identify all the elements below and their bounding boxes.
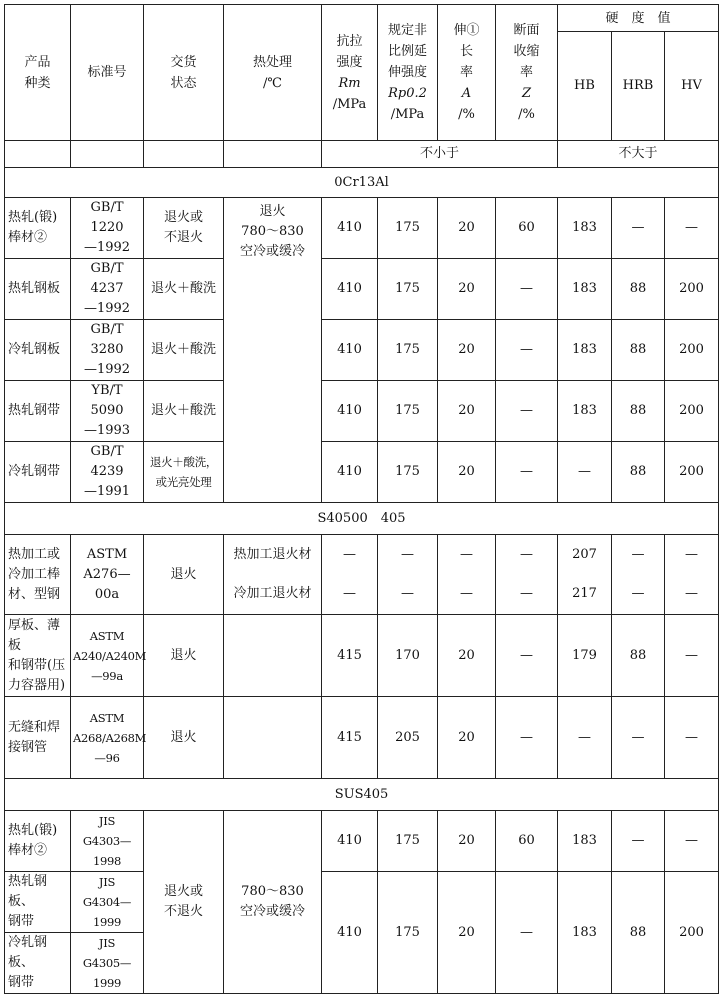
section-title: SUS405: [5, 779, 719, 811]
hv-cell: 200: [665, 872, 719, 994]
header-hardness: 硬 度 值: [558, 5, 719, 32]
table-row: [5, 259, 719, 320]
rm-cell: 410: [322, 872, 378, 994]
product-cell: 热轧钢板、 钢带: [5, 872, 71, 933]
rp-cell: 175: [378, 320, 438, 381]
hb-cell: 183: [558, 381, 612, 442]
table-row: [5, 872, 719, 933]
rm-cell: 410: [322, 381, 378, 442]
hv-cell: —: [665, 615, 719, 697]
hb-cell: —: [558, 697, 612, 779]
header-proof-strength: 规定非 比例延 伸强度 Rp0.2 /MPa: [378, 5, 438, 141]
header-elongation: 伸① 长 率 A /%: [438, 5, 496, 141]
delivery-cell: 退火＋酸洗， 或光亮处理: [144, 442, 224, 503]
hrb-cell: —: [612, 575, 665, 615]
rm-cell: —: [322, 575, 378, 615]
delivery-cell: 退火＋酸洗: [144, 381, 224, 442]
z-cell: —: [496, 320, 558, 381]
header-product: 产品 种类: [5, 5, 71, 141]
header-heat-treatment: 热处理 /℃: [224, 5, 322, 141]
table-row: [5, 615, 719, 697]
standard-cell: YB/T 5090 —1993: [71, 381, 144, 442]
rp-cell: 175: [378, 811, 438, 872]
hrb-cell: —: [612, 811, 665, 872]
z-cell: —: [496, 535, 558, 575]
z-cell: 60: [496, 811, 558, 872]
rm-cell: 410: [322, 259, 378, 320]
hrb-cell: —: [612, 198, 665, 259]
table-row: [5, 535, 719, 575]
hrb-cell: 88: [612, 259, 665, 320]
section-title: S40500 405: [5, 503, 719, 535]
hb-cell: 183: [558, 259, 612, 320]
a-cell: 20: [438, 259, 496, 320]
delivery-cell: 退火或 不退火: [144, 811, 224, 994]
standard-cell: GB/T 1220 —1992: [71, 198, 144, 259]
product-cell: 热轧(锻) 棒材②: [5, 811, 71, 872]
steel-properties-table: [4, 4, 719, 994]
rp-cell: 205: [378, 697, 438, 779]
rp-cell: 175: [378, 872, 438, 994]
hb-cell: 183: [558, 320, 612, 381]
hb-cell: 183: [558, 872, 612, 994]
header-hrb: HRB: [612, 32, 665, 141]
a-cell: 20: [438, 697, 496, 779]
rm-cell: 415: [322, 697, 378, 779]
hv-cell: —: [665, 575, 719, 615]
hrb-cell: 88: [612, 320, 665, 381]
header-standard: 标准号: [71, 5, 144, 141]
delivery-cell: 退火＋酸洗: [144, 259, 224, 320]
hv-cell: 200: [665, 442, 719, 503]
product-cell: 热轧钢板: [5, 259, 71, 320]
z-cell: —: [496, 442, 558, 503]
heat-treatment-cell: [224, 697, 322, 779]
table-row: [5, 198, 719, 259]
header-max: 不大于: [558, 141, 719, 168]
z-cell: —: [496, 872, 558, 994]
product-cell: 冷轧钢板: [5, 320, 71, 381]
hb-cell: 183: [558, 198, 612, 259]
product-cell: 冷轧钢带: [5, 442, 71, 503]
hrb-cell: 88: [612, 442, 665, 503]
product-cell: 厚板、薄板 和钢带(压 力容器用): [5, 615, 71, 697]
delivery-cell: 退火＋酸洗: [144, 320, 224, 381]
product-cell: 热加工或 冷加工棒 材、型钢: [5, 535, 71, 615]
header-hb: HB: [558, 32, 612, 141]
product-cell: 无缝和焊 接钢管: [5, 697, 71, 779]
hv-cell: —: [665, 535, 719, 575]
hv-cell: —: [665, 198, 719, 259]
delivery-cell: 退火: [144, 697, 224, 779]
hb-cell: 217: [558, 575, 612, 615]
standard-cell: JIS G4303—1998: [71, 811, 144, 872]
hv-cell: —: [665, 811, 719, 872]
standard-cell: GB/T 4237 —1992: [71, 259, 144, 320]
rp-cell: 175: [378, 198, 438, 259]
product-cell: 热轧(锻) 棒材②: [5, 198, 71, 259]
hv-cell: —: [665, 697, 719, 779]
rm-cell: 410: [322, 320, 378, 381]
hrb-cell: 88: [612, 615, 665, 697]
a-cell: 20: [438, 198, 496, 259]
a-cell: —: [438, 575, 496, 615]
hb-cell: 179: [558, 615, 612, 697]
a-cell: 20: [438, 320, 496, 381]
hrb-cell: 88: [612, 381, 665, 442]
rm-cell: 410: [322, 811, 378, 872]
standard-cell: ASTM A268/A268M —96: [71, 697, 144, 779]
hrb-cell: —: [612, 535, 665, 575]
z-cell: —: [496, 381, 558, 442]
standard-cell: GB/T 4239 —1991: [71, 442, 144, 503]
hb-cell: —: [558, 442, 612, 503]
a-cell: 20: [438, 872, 496, 994]
a-cell: 20: [438, 442, 496, 503]
header-reduction: 断面 收缩 率 Z /%: [496, 5, 558, 141]
rp-cell: —: [378, 535, 438, 575]
a-cell: —: [438, 535, 496, 575]
standard-cell: JIS G4305—1999: [71, 933, 144, 994]
standard-cell: GB/T 3280 —1992: [71, 320, 144, 381]
a-cell: 20: [438, 811, 496, 872]
z-cell: —: [496, 259, 558, 320]
z-cell: —: [496, 575, 558, 615]
hv-cell: 200: [665, 320, 719, 381]
z-cell: —: [496, 615, 558, 697]
header-hv: HV: [665, 32, 719, 141]
rp-cell: —: [378, 575, 438, 615]
header-min: 不小于: [322, 141, 558, 168]
table-row: [5, 442, 719, 503]
delivery-cell: 退火或 不退火: [144, 198, 224, 259]
rp-cell: 175: [378, 259, 438, 320]
rp-cell: 175: [378, 381, 438, 442]
header-tensile: 抗拉 强度 Rm /MPa: [322, 5, 378, 141]
header-delivery: 交货 状态: [144, 5, 224, 141]
heat-treatment-cell: 780～830 空冷或缓冷: [224, 811, 322, 994]
hv-cell: 200: [665, 381, 719, 442]
table-row: [5, 381, 719, 442]
property-table-sheet: [4, 4, 704, 990]
hrb-cell: 88: [612, 872, 665, 994]
hv-cell: 200: [665, 259, 719, 320]
rp-cell: 175: [378, 442, 438, 503]
standard-cell: JIS G4304—1999: [71, 872, 144, 933]
product-cell: 热轧钢带: [5, 381, 71, 442]
delivery-cell: 退火: [144, 615, 224, 697]
hb-cell: 183: [558, 811, 612, 872]
table-row: [5, 697, 719, 779]
rp-cell: 170: [378, 615, 438, 697]
standard-cell: ASTM A240/A240M —99a: [71, 615, 144, 697]
rm-cell: 410: [322, 198, 378, 259]
product-cell: 冷轧钢板、 钢带: [5, 933, 71, 994]
table-row: [5, 320, 719, 381]
delivery-cell: 退火: [144, 535, 224, 615]
z-cell: —: [496, 697, 558, 779]
table-row: [5, 811, 719, 872]
hb-cell: 207: [558, 535, 612, 575]
rm-cell: 410: [322, 442, 378, 503]
z-cell: 60: [496, 198, 558, 259]
a-cell: 20: [438, 615, 496, 697]
heat-treatment-cell: 冷加工退火材: [224, 575, 322, 615]
rm-cell: 415: [322, 615, 378, 697]
section-title: 0Cr13Al: [5, 168, 719, 198]
a-cell: 20: [438, 381, 496, 442]
heat-treatment-cell: [224, 615, 322, 697]
heat-treatment-cell: 退火 780～830 空冷或缓冷: [224, 198, 322, 503]
hrb-cell: —: [612, 697, 665, 779]
heat-treatment-cell: 热加工退火材: [224, 535, 322, 575]
rm-cell: —: [322, 535, 378, 575]
standard-cell: ASTM A276—00a: [71, 535, 144, 615]
